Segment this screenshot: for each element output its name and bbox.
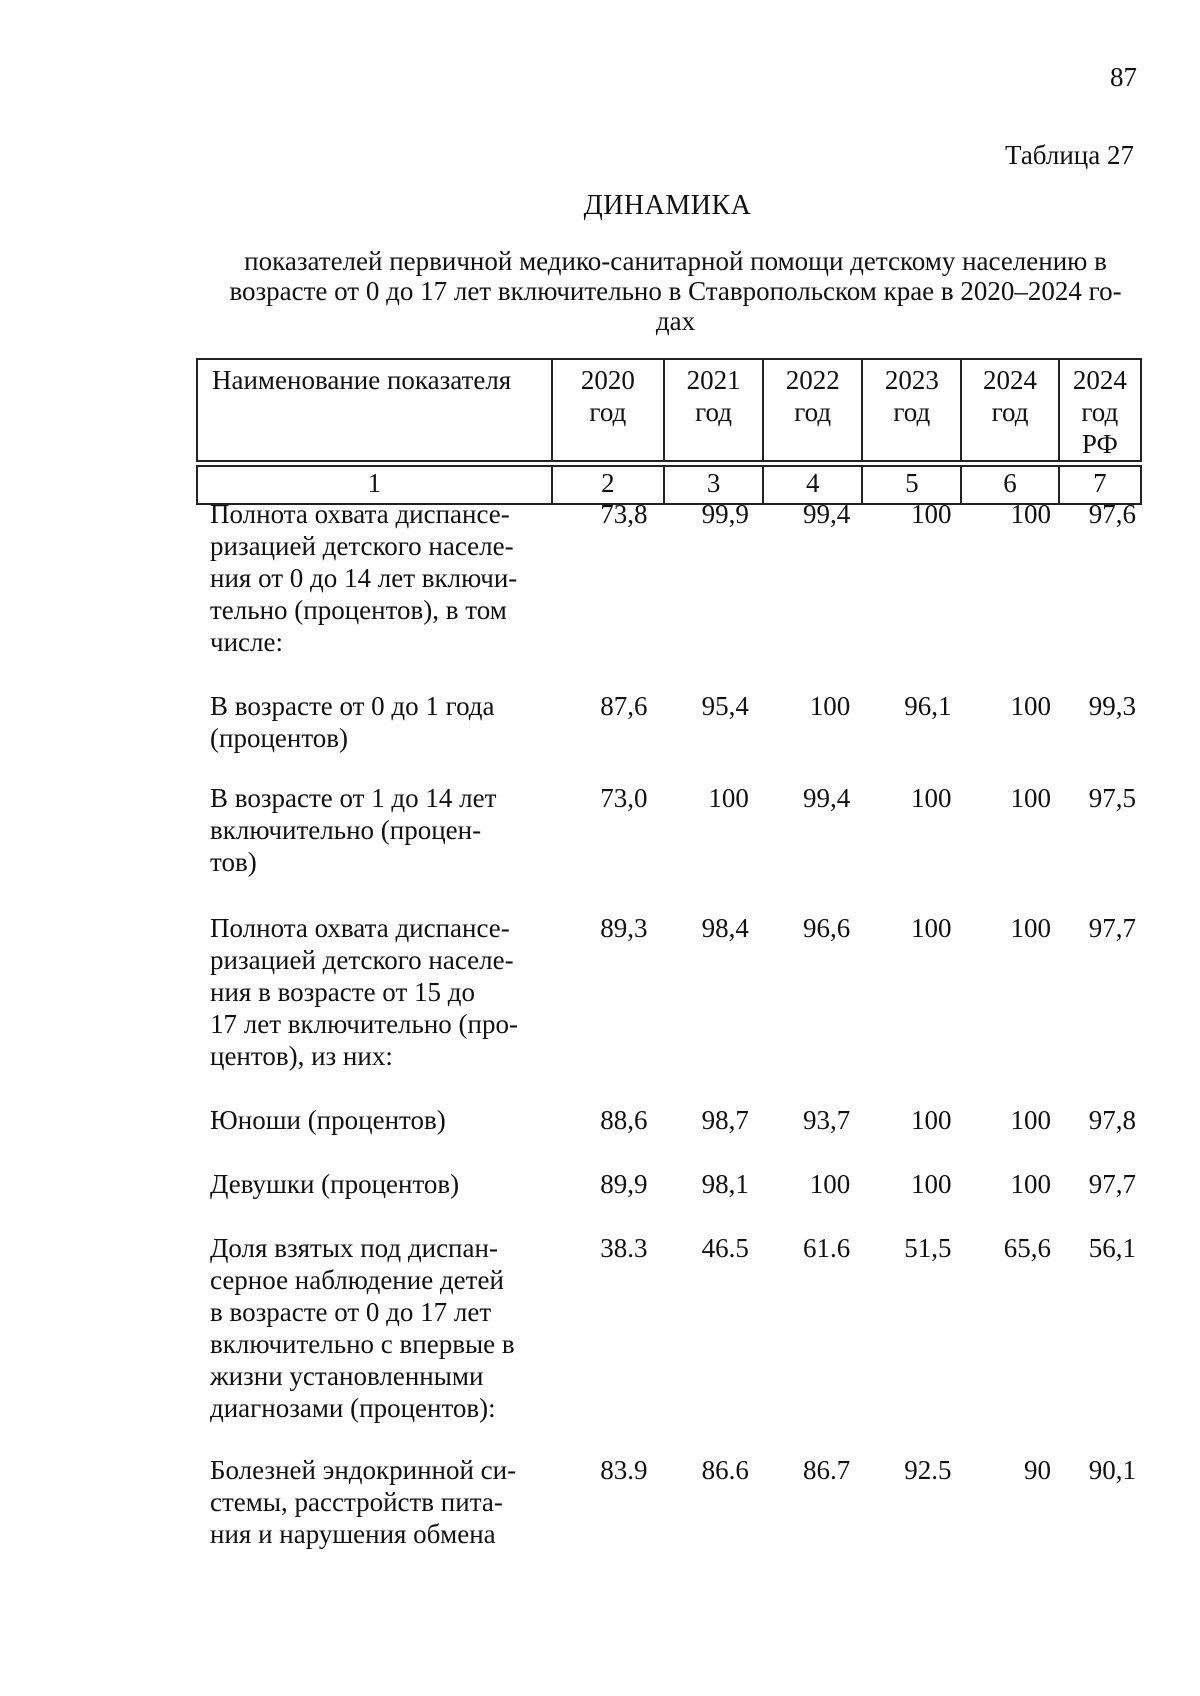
table-body [196,498,1142,1554]
cell-value: 97,6 [1088,499,1136,529]
header-name-column: Наименование показателя [197,359,552,461]
cell-value: 100 [1010,783,1052,813]
row-label [196,912,539,1104]
row-label-line: ризацией детского населе- [210,945,514,975]
cell-value: 46.5 [701,1233,749,1263]
cell-value: 90 [1024,1455,1052,1485]
cell-value: 99,3 [1088,691,1136,721]
row-label-line: Юноши (процентов) [210,1105,446,1135]
subtitle-line: показателей первичной медико-санитарной помощи детскому населению в [244,246,1107,276]
column-number: 1 [197,466,552,504]
row-label-line: числе: [210,627,283,657]
cell-value: 99,4 [802,783,851,813]
table-row [196,690,1142,782]
header-unit: год [695,397,732,427]
header-year: 2020 [580,365,635,395]
row-label [196,690,539,782]
cell-value: 100 [911,499,952,529]
header-year-2024-rf [1059,359,1141,461]
row-label-line: (процентов) [210,723,349,753]
table-row [196,498,1142,690]
row-label-line: ния и нарушения обмена [210,1519,496,1549]
cell-value: 99,4 [802,499,851,529]
row-label-line: тельно (процентов), в том [210,595,507,625]
row-label-line: ния в возрасте от 15 до [210,977,475,1007]
cell-value: 100 [911,1169,952,1199]
header-unit: год [794,397,832,427]
header-year-2022 [763,359,862,461]
page-number: 87 [1110,62,1137,92]
table-row [196,1454,1142,1554]
cell-value: 97,5 [1088,783,1136,813]
row-label [196,1104,539,1168]
cell-value: 100 [708,783,749,813]
header-year-2023 [862,359,961,461]
table-row [196,782,1142,912]
row-label-line: Девушки (процентов) [210,1169,460,1199]
row-label [196,498,539,690]
row-label-line: Доля взятых под диспан- [210,1233,498,1263]
row-label [196,1232,539,1454]
header-extra: РФ [1081,429,1118,459]
row-label-line: 17 лет включительно (про- [210,1009,518,1039]
row-label-line: диагнозами (процентов): [210,1393,496,1423]
cell-value: 100 [809,691,851,721]
cell-value: 87,6 [600,691,648,721]
row-label-line: серное наблюдение детей [210,1265,504,1295]
column-number: 7 [1059,466,1141,504]
cell-value: 100 [911,1105,952,1135]
header-unit: год [991,397,1029,427]
row-label-line: В возрасте от 0 до 1 года [210,691,495,721]
row-label-line: В возрасте от 1 до 14 лет [210,783,497,813]
header-year-2024 [961,359,1058,461]
header-year: 2023 [884,365,939,395]
table-label: Таблица 27 [1005,140,1134,170]
header-year: 2024 [983,365,1038,395]
table-row [196,912,1142,1104]
cell-value: 100 [1010,1169,1052,1199]
cell-value: 61.6 [802,1233,851,1263]
cell-value: 100 [1010,691,1052,721]
cell-value: 88,6 [600,1105,648,1135]
table-row [196,1168,1142,1232]
cell-value: 86.7 [802,1455,851,1485]
header-row [197,359,1141,461]
cell-value: 100 [1010,913,1052,943]
cell-value: 98,7 [701,1105,749,1135]
header-unit: год [893,397,931,427]
header-year: 2024 [1072,365,1127,395]
table-header [196,358,1142,505]
cell-value: 56,1 [1088,1233,1136,1263]
column-number: 5 [862,466,961,504]
row-label-line: включительно (процен- [210,815,482,845]
header-unit: год [1081,397,1119,427]
cell-value: 100 [809,1169,851,1199]
subtitle-line: возрасте от 0 до 17 лет включительно в Ставропольском крае в 2020–2024 го- [229,276,1122,306]
table-row [196,1232,1142,1454]
cell-value: 86.6 [701,1455,749,1485]
row-label-line: ния от 0 до 14 лет включи- [210,563,518,593]
cell-value: 100 [911,783,952,813]
cell-value: 97,7 [1088,913,1136,943]
row-label [196,782,539,912]
row-label-line: Болезней эндокринной си- [210,1455,517,1485]
header-year-2020 [552,359,664,461]
header-unit: год [589,397,627,427]
cell-value: 98,1 [701,1169,749,1199]
column-number: 3 [664,466,763,504]
column-number: 4 [763,466,862,504]
row-label [196,1168,539,1232]
cell-value: 100 [1010,499,1052,529]
row-label-line: ризацией детского населе- [210,531,514,561]
cell-value: 100 [911,913,952,943]
row-label-line: жизни установленными [210,1361,484,1391]
cell-value: 89,3 [600,913,648,943]
cell-value: 95,4 [701,691,749,721]
row-label [196,1454,539,1554]
cell-value: 83.9 [600,1455,648,1485]
cell-value: 96,6 [802,913,851,943]
cell-value: 96,1 [904,691,952,721]
cell-value: 65,6 [1003,1233,1052,1263]
cell-value: 90,1 [1088,1455,1136,1485]
row-label-line: включительно с впервые в [210,1329,515,1359]
cell-value: 92.5 [904,1455,952,1485]
column-number: 2 [552,466,664,504]
row-label-line: Полнота охвата диспансе- [210,913,510,943]
cell-value: 97,7 [1088,1169,1136,1199]
cell-value: 100 [1010,1105,1052,1135]
row-label-line: тов) [210,847,257,877]
row-label-line: стемы, расстройств пита- [210,1487,503,1517]
cell-value: 51,5 [904,1233,952,1263]
header-year-2021 [664,359,763,461]
header-year: 2021 [686,365,741,395]
document-subtitle [198,246,1153,336]
cell-value: 98,4 [701,913,749,943]
cell-value: 73,0 [600,783,648,813]
cell-value: 99,9 [701,499,749,529]
subtitle-line: дах [655,306,696,336]
cell-value: 93,7 [802,1105,851,1135]
document-title: ДИНАМИКА [583,190,752,221]
row-label-line: Полнота охвата диспансе- [210,499,510,529]
column-number: 6 [961,466,1058,504]
header-year: 2022 [785,365,840,395]
table-row [196,1104,1142,1168]
cell-value: 97,8 [1088,1105,1136,1135]
cell-value: 73,8 [600,499,648,529]
row-label-line: центов), из них: [210,1041,393,1071]
row-label-line: в возрасте от 0 до 17 лет [210,1297,492,1327]
cell-value: 38.3 [600,1233,648,1263]
cell-value: 89,9 [600,1169,648,1199]
